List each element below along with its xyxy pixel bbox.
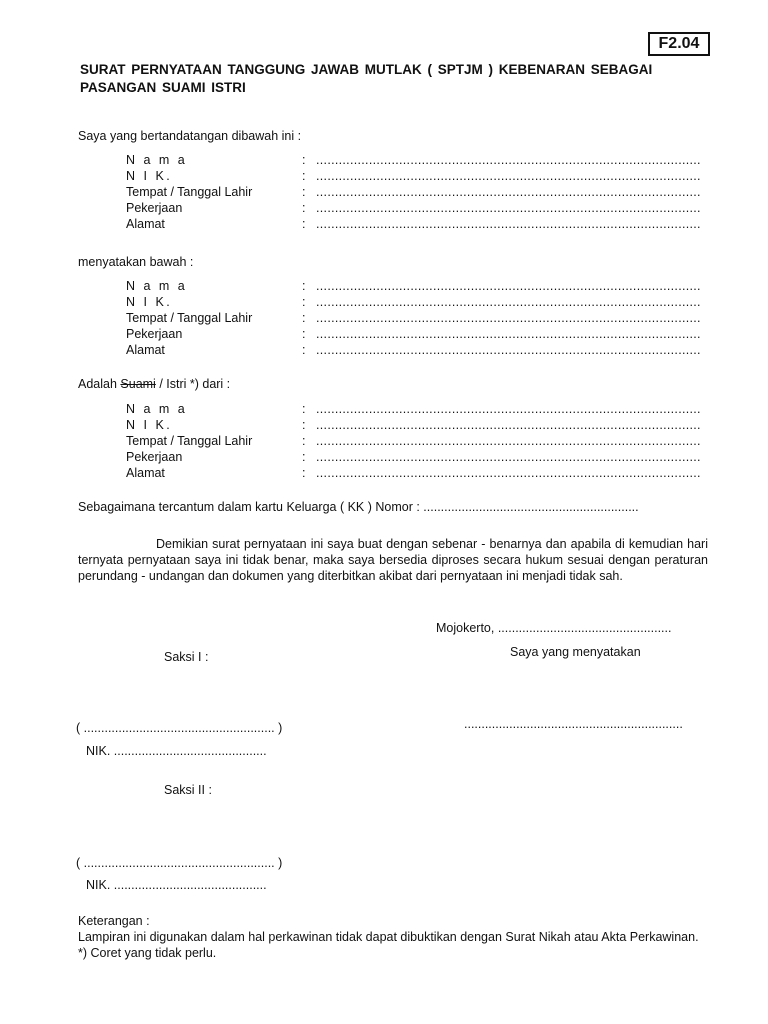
s3-nik-label: N I K.	[126, 418, 173, 432]
keterangan-body: Lampiran ini digunakan dalam hal perkawinan tidak dapat dibuktikan dengan Surat Nikah atau Akta Perkawinan.	[78, 930, 699, 944]
s3-alamat-colon: :	[302, 466, 306, 480]
s2-nik-field[interactable]: ......................................................................................................	[316, 295, 701, 309]
saksi2-nik[interactable]: NIK. ............................................	[86, 878, 267, 892]
s3-pekerjaan-colon: :	[302, 450, 306, 464]
saksi2-label: Saksi II :	[164, 783, 212, 797]
keterangan-footnote: *) Coret yang tidak perlu.	[78, 946, 217, 960]
s2-nik-label: N I K.	[126, 295, 173, 309]
s2-pekerjaan-label: Pekerjaan	[126, 327, 183, 341]
kk-number-line[interactable]: Sebagaimana tercantum dalam kartu Keluarga ( KK ) Nomor : ..............................................................	[78, 500, 639, 514]
s2-alamat-field[interactable]: ......................................................................................................	[316, 343, 701, 357]
keterangan-block	[78, 913, 714, 961]
s2-pekerjaan-field[interactable]: ......................................................................................................	[316, 327, 701, 341]
s2-alamat-colon: :	[302, 343, 306, 357]
s1-alamat-colon: :	[302, 217, 306, 231]
saksi1-label: Saksi I :	[164, 650, 209, 664]
s1-nama-field[interactable]: ......................................................................................................	[316, 153, 701, 167]
place-date-line[interactable]: Mojokerto, ..................................................	[436, 621, 672, 635]
intro-text: Saya yang bertandatangan dibawah ini :	[78, 129, 302, 143]
section3-heading	[78, 376, 230, 392]
s3-nik-colon: :	[302, 418, 306, 432]
s2-nik-colon: :	[302, 295, 306, 309]
document-title: SURAT PERNYATAAN TANGGUNG JAWAB MUTLAK ( SPTJM ) KEBENARAN SEBAGAI PASANGAN SUAMI ISTRI	[80, 62, 653, 95]
section3-suami-struck: Suami	[120, 377, 156, 391]
s1-nik-colon: :	[302, 169, 306, 183]
s2-nama-colon: :	[302, 279, 306, 293]
s1-pekerjaan-colon: :	[302, 201, 306, 215]
form-code: F2.04	[648, 32, 710, 56]
s3-alamat-label: Alamat	[126, 466, 165, 480]
s3-pekerjaan-field[interactable]: ......................................................................................................	[316, 450, 701, 464]
s2-alamat-label: Alamat	[126, 343, 165, 357]
s1-pekerjaan-field[interactable]: ......................................................................................................	[316, 201, 701, 215]
statement-paragraph	[78, 536, 708, 584]
keterangan-heading: Keterangan :	[78, 914, 150, 928]
s1-nama-colon: :	[302, 153, 306, 167]
s3-pekerjaan-label: Pekerjaan	[126, 450, 183, 464]
section3-rest: / Istri *) dari :	[155, 377, 231, 391]
s1-nik-field[interactable]: ......................................................................................................	[316, 169, 701, 183]
s3-ttl-colon: :	[302, 434, 306, 448]
s2-ttl-field[interactable]: ......................................................................................................	[316, 311, 701, 325]
saksi1-signature[interactable]: ( ....................................................... )	[76, 721, 283, 735]
s3-nama-label: N a m a	[126, 402, 188, 416]
s2-ttl-colon: :	[302, 311, 306, 325]
s2-nama-field[interactable]: ......................................................................................................	[316, 279, 701, 293]
section3-prefix: Adalah	[78, 377, 121, 391]
s3-ttl-label: Tempat / Tanggal Lahir	[126, 434, 253, 448]
s1-nik-label: N I K.	[126, 169, 173, 183]
s1-ttl-label: Tempat / Tanggal Lahir	[126, 185, 253, 199]
s1-nama-label: N a m a	[126, 153, 188, 167]
s3-nama-field[interactable]: ......................................................................................................	[316, 402, 701, 416]
s3-ttl-field[interactable]: ......................................................................................................	[316, 434, 701, 448]
s1-pekerjaan-label: Pekerjaan	[126, 201, 183, 215]
s3-nama-colon: :	[302, 402, 306, 416]
s1-alamat-field[interactable]: ......................................................................................................	[316, 217, 701, 231]
section2-heading: menyatakan bawah :	[78, 255, 194, 269]
s2-nama-label: N a m a	[126, 279, 188, 293]
s1-alamat-label: Alamat	[126, 217, 165, 231]
saksi2-signature[interactable]: ( ....................................................... )	[76, 856, 283, 870]
s3-alamat-field[interactable]: ......................................................................................................	[316, 466, 701, 480]
declarant-signature[interactable]: ...............................................................	[464, 717, 683, 731]
s2-ttl-label: Tempat / Tanggal Lahir	[126, 311, 253, 325]
s1-ttl-field[interactable]: ......................................................................................................	[316, 185, 701, 199]
declarant-label: Saya yang menyatakan	[510, 645, 641, 659]
s1-ttl-colon: :	[302, 185, 306, 199]
s2-pekerjaan-colon: :	[302, 327, 306, 341]
saksi1-nik[interactable]: NIK. ............................................	[86, 744, 267, 758]
s3-nik-field[interactable]: ......................................................................................................	[316, 418, 701, 432]
statement-text: Demikian surat pernyataan ini saya buat dengan sebenar - benarnya dan apabila di kemudian hari ternyata pernyataan saya ini tidak benar, maka saya bersedia diproses secara hukum sesuai dengan peraturan perundang - undangan dan dokumen yang diterbitkan akibat dari pernyataan ini menjadi tidak sah.	[78, 537, 708, 583]
